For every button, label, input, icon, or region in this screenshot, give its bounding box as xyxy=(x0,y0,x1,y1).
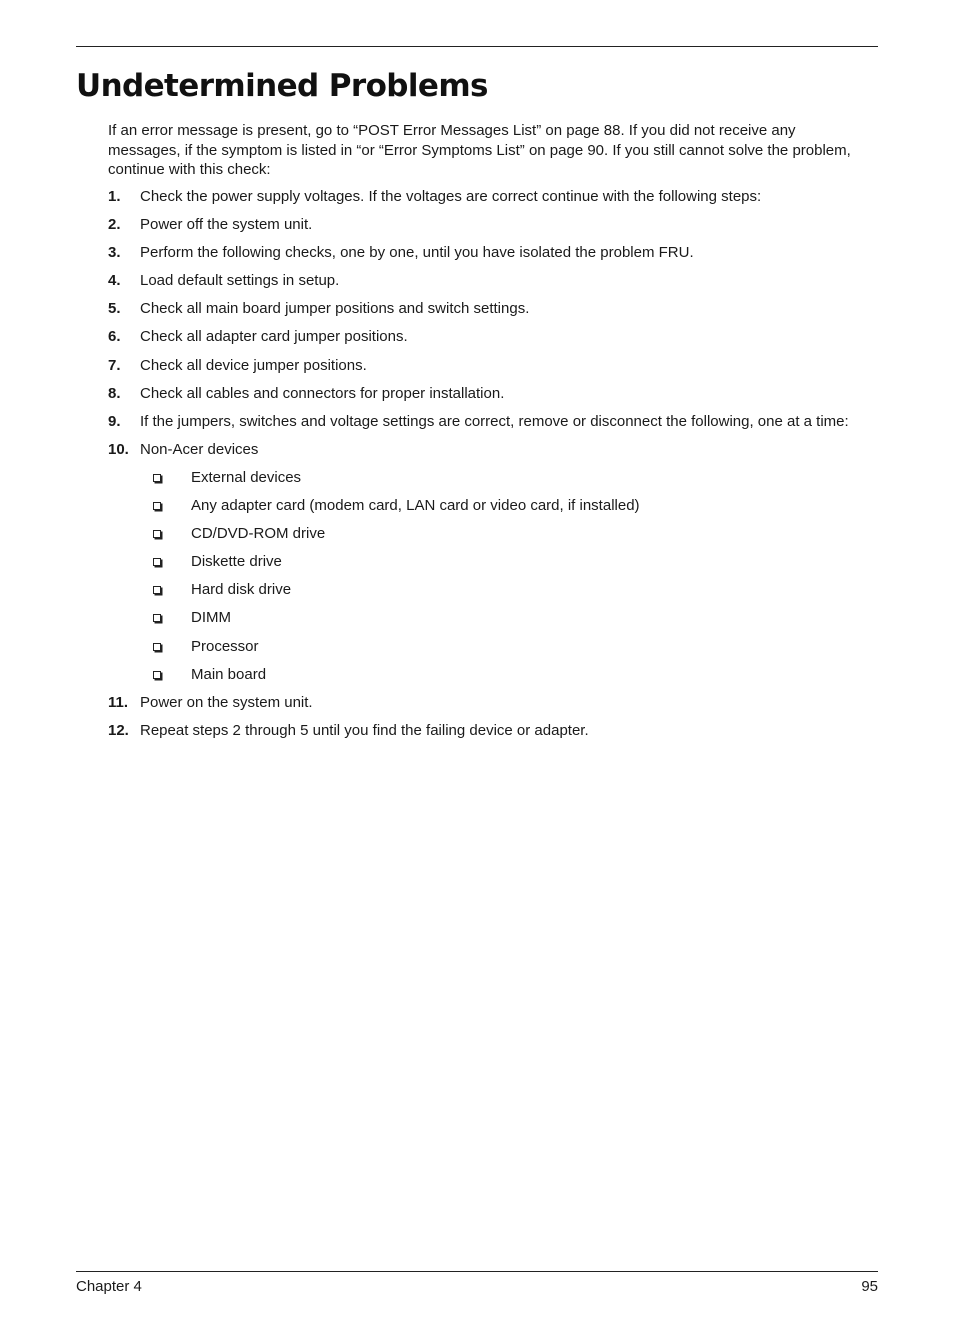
header-rule xyxy=(76,46,878,47)
step-number: 10. xyxy=(108,440,129,458)
step-number: 4. xyxy=(108,272,121,290)
step-text: Repeat steps 2 through 5 until you find the failing device or adapter. xyxy=(140,721,589,739)
step-text: Check all device jumper positions. xyxy=(140,356,367,374)
step-number: 6. xyxy=(108,328,121,346)
step-text: Check all cables and connectors for proper installation. xyxy=(140,384,505,402)
step-number: 1. xyxy=(108,188,121,205)
step-item xyxy=(108,327,868,347)
subitem xyxy=(108,524,868,544)
step-item xyxy=(108,412,868,432)
subitem xyxy=(108,496,868,516)
step-number: 9. xyxy=(108,412,121,430)
checkbox-bullet-icon xyxy=(153,614,161,622)
step-number: 5. xyxy=(108,300,121,318)
step-text: Load default settings in setup. xyxy=(140,272,340,290)
page-title: Undetermined Problems xyxy=(76,68,488,104)
checkbox-bullet-icon xyxy=(153,671,161,679)
step-number: 7. xyxy=(108,356,121,374)
step-text: Power off the system unit. xyxy=(140,216,313,234)
subitem-text: Main board xyxy=(191,665,267,683)
subitem-text: DIMM xyxy=(191,609,231,627)
subitem xyxy=(108,468,868,488)
subitem-text: Diskette drive xyxy=(191,553,282,571)
step-number: 2. xyxy=(108,216,121,234)
checkbox-bullet-icon xyxy=(153,502,161,510)
step-number: 11. xyxy=(108,693,129,711)
checkbox-bullet-icon xyxy=(153,474,161,482)
footer-rule xyxy=(76,1271,878,1272)
checkbox-bullet-icon xyxy=(153,586,161,594)
step-text: Check all adapter card jumper positions. xyxy=(140,328,408,346)
subitem-text: External devices xyxy=(191,468,302,486)
step-text: Check the power supply voltages. If the voltages are correct continue with the following steps: xyxy=(140,188,762,205)
step-number: 12. xyxy=(108,721,129,739)
subitem xyxy=(108,580,868,600)
footer-chapter: Chapter 4 xyxy=(76,1278,142,1295)
step-text: Perform the following checks, one by one, until you have isolated the problem FRU. xyxy=(140,244,694,262)
step-number: 8. xyxy=(108,384,121,402)
step-text: If the jumpers, switches and voltage settings are correct, remove or disconnect the following, one at a time: xyxy=(140,412,849,430)
step-text: Power on the system unit. xyxy=(140,693,313,711)
step-item xyxy=(108,243,868,263)
subitem-text: Processor xyxy=(191,637,259,655)
step-item xyxy=(108,215,868,235)
step-item xyxy=(108,440,868,684)
subitem xyxy=(108,637,868,657)
step-number: 3. xyxy=(108,244,121,262)
checkbox-bullet-icon xyxy=(153,558,161,566)
step-item xyxy=(108,384,868,404)
checkbox-bullet-icon xyxy=(153,643,161,651)
step-item xyxy=(108,693,868,713)
step-text: Check all main board jumper positions and switch settings. xyxy=(140,300,530,318)
checkbox-bullet-icon xyxy=(153,530,161,538)
subitem xyxy=(108,665,868,685)
step-item xyxy=(108,187,868,207)
intro-paragraph: If an error message is present, go to “POST Error Messages List” on page 88. If you did not receive any messages, if the symptom is listed in “or “Error Symptoms List” on page 90. If you still cannot solve the problem, continue with this check: xyxy=(108,122,851,178)
subitem-text: Hard disk drive xyxy=(191,581,292,599)
step-text: Non-Acer devices xyxy=(140,440,259,458)
subitem xyxy=(108,552,868,572)
page-number: 95 xyxy=(861,1278,878,1295)
subitem-list xyxy=(140,468,868,684)
step-item xyxy=(108,721,868,741)
subitem-text: CD/DVD-ROM drive xyxy=(191,525,326,543)
steps-list xyxy=(108,187,868,749)
step-item xyxy=(108,299,868,319)
subitem-text: Any adapter card (modem card, LAN card or video card, if installed) xyxy=(191,497,640,515)
subitem xyxy=(108,608,868,628)
step-item xyxy=(108,271,868,291)
step-item xyxy=(108,356,868,376)
